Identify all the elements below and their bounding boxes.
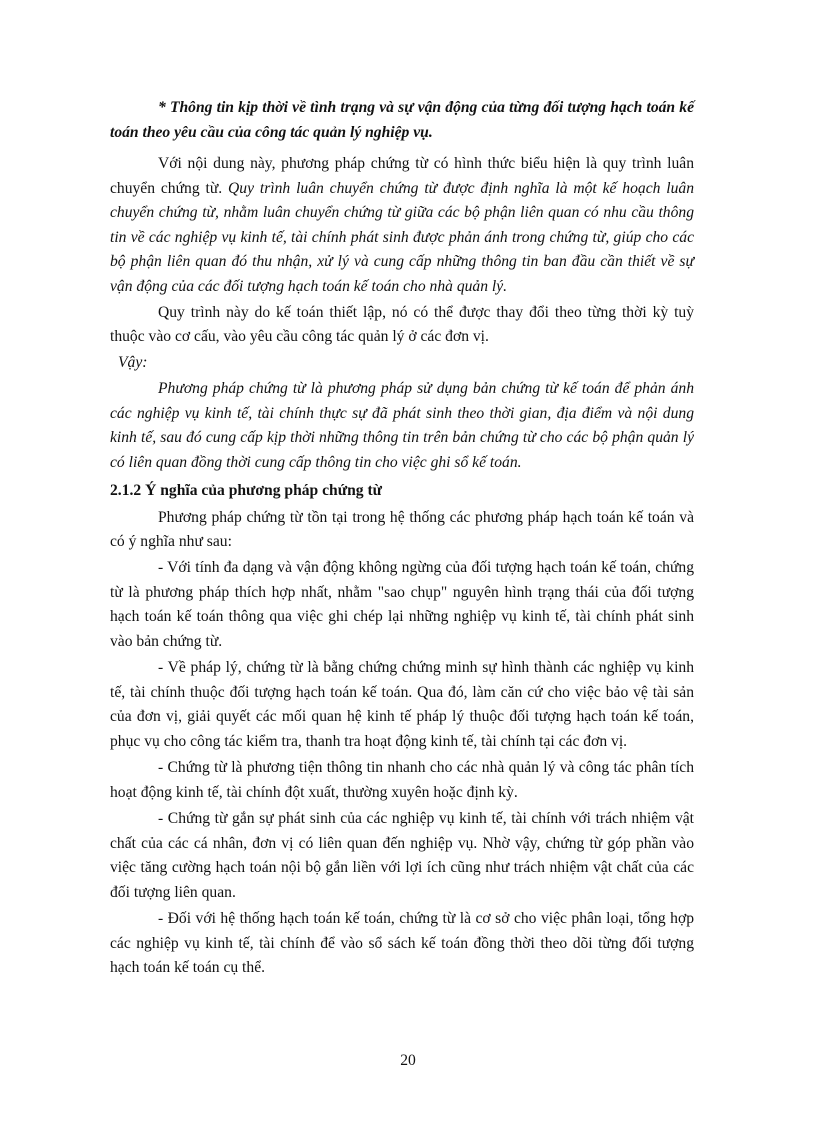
bullet-item: - Chứng từ là phương tiện thông tin nhanh cho các nhà quản lý và công tác phân tích hoạt động kinh tế, tài chính đột xuất, thường xuyên hoặc định kỳ. — [110, 759, 694, 801]
document-page — [110, 96, 694, 983]
conclusion-label: Vậy: — [118, 354, 148, 371]
paragraph-setup: Quy trình này do kế toán thiết lập, nó có thể được thay đổi theo từng thời kỳ tuỳ thuộc vào cơ cấu, vào yêu cầu công tác quản lý ở các đơn vị. — [110, 303, 694, 345]
section-heading: 2.1.2 Ý nghĩa của phương pháp chứng từ — [110, 482, 382, 499]
page-number: 20 — [400, 1052, 416, 1069]
paragraph-process-definition: Quy trình luân chuyển chứng từ được định nghĩa là một kế hoạch luân chuyển chứng từ, nhằm luân chuyển chứng từ giữa các bộ phận liên quan có nhu cầu thông tin về các nghiệp vụ kinh tế, tài chính phát sinh được phản ánh trong chứng từ, giúp cho các bộ phận liên quan đó thu nhận, xử lý và cung cấp những thông tin ban đầu cần thiết về sự vận động của các đối tượng hạch toán kế toán cho nhà quản lý. — [110, 179, 694, 295]
bullet-item: - Với tính đa dạng và vận động không ngừng của đối tượng hạch toán kế toán, chứng từ là phương pháp thích hợp nhất, nhằm "sao chụp" nguyên hình trạng thái của đối tượng hạch toán kế toán thông qua việc ghi chép lại những nghiệp vụ kinh tế, tài chính phát sinh vào bản chứng từ. — [110, 559, 694, 650]
section-intro: Phương pháp chứng từ tồn tại trong hệ thống các phương pháp hạch toán kế toán và có ý nghĩa như sau: — [110, 508, 694, 550]
paragraph-process — [110, 152, 694, 299]
bullet-item: - Chứng từ gắn sự phát sinh của các nghiệp vụ kinh tế, tài chính với trách nhiệm vật chất của các cá nhân, đơn vị có liên quan đến nghiệp vụ. Nhờ vậy, chứng từ góp phần vào việc tăng cường hạch toán nội bộ gắn liền với lợi ích cũng như trách nhiệm vật chất của các đối tượng liên quan. — [110, 810, 694, 901]
bullet-item: - Về pháp lý, chứng từ là bằng chứng chứng minh sự hình thành các nghiệp vụ kinh tế, tài chính thuộc đối tượng hạch toán kế toán. Qua đó, làm căn cứ cho việc bảo vệ tài sản của đơn vị, giải quyết các mối quan hệ kinh tế pháp lý thuộc đối tượng hạch toán kế toán, phục vụ cho công tác kiểm tra, thanh tra hoạt động kinh tế, tài chính tại các đơn vị. — [110, 659, 694, 750]
bullet-item: - Đối với hệ thống hạch toán kế toán, chứng từ là cơ sở cho việc phân loại, tổng hợp các nghiệp vụ kinh tế, tài chính để vào sổ sách kế toán đồng thời theo dõi từng đối tượng hạch toán kế toán cụ thể. — [110, 910, 694, 976]
method-definition: Phương pháp chứng từ là phương pháp sử dụng bản chứng từ kế toán để phản ánh các nghiệp vụ kinh tế, tài chính thực sự đã phát sinh theo thời gian, địa điểm và nội dung kinh tế, sau đó cung cấp kịp thời những thông tin trên bản chứng từ cho các bộ phận quản lý có liên quan đồng thời cung cấp thông tin cho việc ghi sổ kế toán. — [110, 380, 694, 471]
intro-heading: * Thông tin kịp thời về tình trạng và sự vận động của từng đối tượng hạch toán kế toán theo yêu cầu của công tác quản lý nghiệp vụ. — [110, 99, 694, 141]
paragraph-process-plain: Với nội dung này, phương pháp chứng từ có hình thức biểu hiện là quy trình luân chuyển chứng từ. — [110, 155, 694, 197]
